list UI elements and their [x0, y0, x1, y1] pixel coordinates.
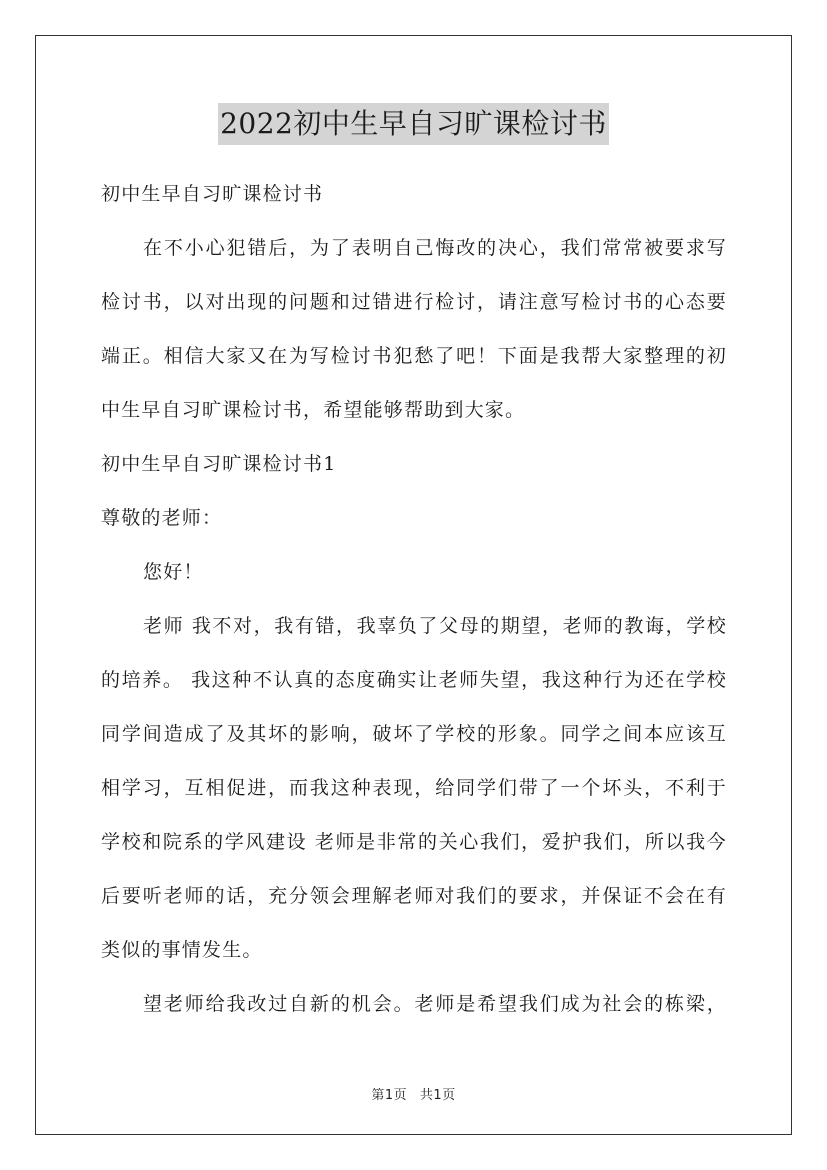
text-line: 初中生早自习旷课检讨书1 [101, 453, 337, 475]
text-line: 类似的事情发生。 [101, 939, 263, 961]
text-line: 尊敬的老师： [101, 507, 223, 529]
page-footer [0, 1084, 827, 1103]
text-line: 学校和院系的学风建设 老师是非常的关心我们，爱护我们，所以我今 [101, 831, 727, 853]
title-container [0, 103, 827, 145]
text-line: 在不小心犯错后，为了表明自己悔改的决心，我们常常被要求写 [143, 237, 727, 259]
text-line: 同学间造成了及其坏的影响，破坏了学校的形象。同学之间本应该互 [101, 723, 727, 745]
text-line: 初中生早自习旷课检讨书 [101, 183, 324, 205]
text-line: 的培养。 我这种不认真的态度确实让老师失望，我这种行为还在学校 [101, 669, 727, 691]
text-line: 中生早自习旷课检讨书，希望能够帮助到大家。 [101, 399, 526, 421]
page-total: 共1页 [419, 1088, 456, 1103]
document-title: 2022初中生早自习旷课检讨书 [218, 103, 609, 145]
text-line: 相学习，互相促进，而我这种表现，给同学们带了一个坏头，不利于 [101, 777, 727, 799]
text-line: 端正。相信大家又在为写检讨书犯愁了吧！下面是我帮大家整理的初 [101, 345, 727, 367]
text-line: 您好！ [143, 561, 204, 583]
text-line: 检讨书，以对出现的问题和过错进行检讨，请注意写检讨书的心态要 [101, 291, 727, 313]
text-line: 后要听老师的话，充分领会理解老师对我们的要求，并保证不会在有 [101, 885, 727, 907]
document-body [101, 174, 727, 1038]
text-line: 望老师给我改过自新的机会。老师是希望我们成为社会的栋梁， [143, 993, 727, 1015]
page-number: 第1页 [371, 1088, 408, 1103]
text-line: 老师 我不对，我有错，我辜负了父母的期望，老师的教诲，学校 [143, 615, 727, 637]
